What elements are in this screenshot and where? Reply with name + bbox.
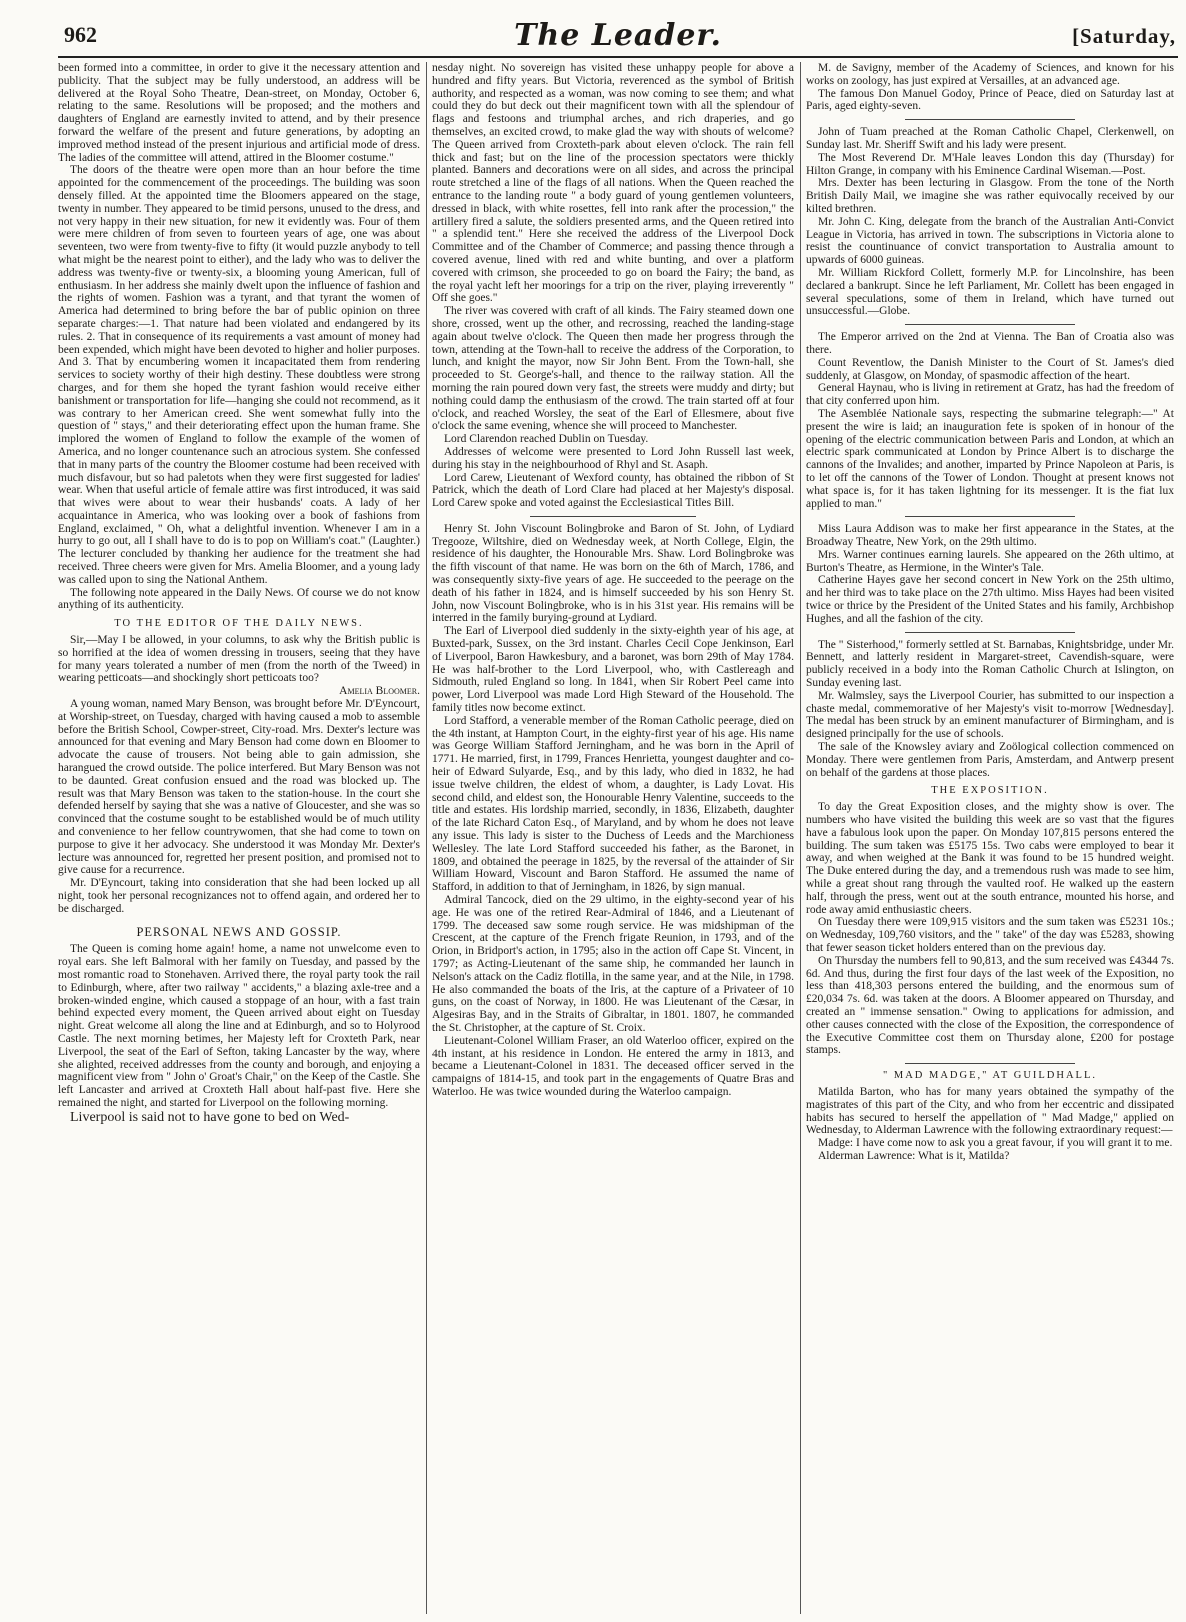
paragraph: Lieutenant-Colonel William Fraser, an old Waterloo officer, expired on the 4th instant, at his residence in London. He entered the army in 1813, and became a Lieutenant-Colonel in 1831. The deceased officer served in the campaigns of 1814-15, and took part in the engagements of Quatre Bras and Waterloo. He was twice wounded during the Waterloo campaign. xyxy=(432,1034,794,1098)
paragraph: Mr. D'Eyncourt, taking into consideration that she had been locked up all night, took her personal recognizances not to offend again, and ordered her to be discharged. xyxy=(58,877,420,915)
paragraph: On Thursday the numbers fell to 90,813, and the sum received was £4344 7s. 6d. And thus, during the first four days of the last week of the Exposition, no less than 418,303 persons entered the building, and the enormous sum of £20,034 7s. 6d. was taken at the doors. A Bloomer appeared on Thursday, and created an " immense sensation." Owing to applications for admission, and other causes connected with the close of the Exposition, the correspondence of the Executive Committee cost them on Thursday alone, £200 for postage stamps. xyxy=(806,954,1174,1057)
section-heading: PERSONAL NEWS AND GOSSIP. xyxy=(136,924,342,939)
paragraph: Lord Stafford, a venerable member of the Roman Catholic peerage, died on the 4th instant, at Hampton Court, in the eighty-first year of his age. His name was George William Stafford Jerningham, and he was born in the April of 1771. He married, first, in 1799, Frances Henrietta, youngest daughter and co-heir of Edward Sulyarde, Esq., and by this lady, who died in 1832, he had issue twelve children, the eldest of whom, a daughter, is Lady Lovat. His second child, and eldest son, the Honourable Henry Valentine, succeeds to the title and estates. His lordship married, secondly, in 1836, Elizabeth, daughter of the late Richard Caton Esq., of Maryland, and by whom he does not leave any issue. This lady is sister to the Duchess of Leeds and the Marchioness Wellesley. The late Lord Stafford succeeded his father, as the Baronet, in 1809, and obtained the peerage in 1825, by the reversal of the attainder of Sir William Howard, Viscount and Baron Stafford. He assumed the name of Stafford, in addition to that of Jerningham, in 1826, by sign manual. xyxy=(432,714,794,894)
paragraph: Admiral Tancock, died on the 29 ultimo, in the eighty-second year of his age. He was one of the retired Rear-Admiral of 1846, and a Lieutenant of 1799. The deceased saw some rough service. He was midshipman of the Crescent, at the capture of the French frigate Reunion, in 1793, and of the Orion, in Bridport's action, in 1795; also in the action off Cape St. Vincent, in 1797; as Acting-Lieutenant of the same ship, he commanded her launch in Nelson's attack on the Cadiz flotilla, in the same year, and at the Nile, in 1798. He also commanded the boats of the Iris, at the capture of a Privateer of 10 guns, on the coast of Norway, in 1800. He was Lieutenant of the Cæsar, in Algesiras Bay, and in the Straits of Gibraltar, in 1801. 1807, he commanded the St. Christopher, at the capture of St. Croix. xyxy=(432,894,794,1034)
letter-heading: TO THE EDITOR OF THE DAILY NEWS. xyxy=(114,618,364,630)
divider xyxy=(905,1063,1074,1064)
paragraph: The famous Don Manuel Godoy, Prince of Peace, died on Saturday last at Paris, aged eighty-seven. xyxy=(806,87,1174,113)
page-number: 962 xyxy=(64,22,97,47)
letter-signature: Amelia Bloomer. xyxy=(339,685,420,698)
paragraph: Mr. John C. King, delegate from the branch of the Australian Anti-Convict League in Victoria, has arrived in town. The subscriptions in Victoria alone to resist the countinuance of convict transportation to Australia amount to upwards of 6000 guineas. xyxy=(806,215,1174,267)
section-heading: " MAD MADGE," AT GUILDHALL. xyxy=(882,1070,1098,1082)
paragraph: Mr. William Rickford Collett, formerly M.P. for Lincolnshire, has been declared a bankrupt. Since he left Parliament, Mr. Collett has been engaged in several speculations, some of them in Ireland, which have turned out unsuccessful.—Globe. xyxy=(806,266,1174,318)
paragraph: Mrs. Dexter has been lecturing in Glasgow. From the tone of the North British Daily Mail, we imagine she was rather equivocally received by our kilted brethren. xyxy=(806,177,1174,215)
paragraph: Miss Laura Addison was to make her first appearance in the States, at the Broadway Theatre, New York, on the 29th ultimo. xyxy=(806,523,1174,549)
letter-body: Sir,—May I be allowed, in your columns, to ask why the British public is so horrified at the idea of women dressing in trousers, seeing that they have for many years tolerated a number of men (from the north of the Tweed) in wearing petticoats—and shockingly short petticoats too? xyxy=(58,634,420,685)
paragraph: The " Sisterhood," formerly settled at St. Barnabas, Knightsbridge, under Mr. Bennett, and latterly resident in Margaret-street, Cavendish-square, were publicly received in a body into the Roman Catholic Church at Islington, on Sunday evening last. xyxy=(806,638,1174,690)
paragraph: On Tuesday there were 109,915 visitors and the sum taken was £5231 10s.; on Wednesday, 109,760 visitors, and the " take" of the day was £5283, showing that fewer season ticket holders entered than on the previous day. xyxy=(806,916,1174,954)
divider xyxy=(905,632,1074,633)
paragraph: The Queen is coming home again! home, a name not unwelcome even to royal ears. She left Balmoral with her family on Tuesday, and passed by the most romantic road to Stonehaven. Arrived there, the royal party took the rail to Edinburgh, where, after two railway " accidents," a blazing axle-tree and a broken-winded engine, which caused a stoppage of an hour, with a fast train behind expected every moment, the Queen arrived about eight on Tuesday night. Great welcome all along the line and at Edinburgh, and so to Holyrood Castle. The next morning betimes, her Majesty left for Croxteth Park, near Liverpool, the seat of the Earl of Sefton, taking Lancaster by the way, where she alighted, received addresses from the county and borough, and enjoying a magnificent view from " John o' Groat's Chair," on the Keep of the Castle. She left Lancaster and arrived at Croxteth Hall about half-past five. Here she remained the night, and started for Liverpool on the following morning. xyxy=(58,943,420,1109)
paragraph: The following note appeared in the Daily News. Of course we do not know anything of its authenticity. xyxy=(58,586,420,612)
paragraph: The Asemblée Nationale says, respecting the submarine telegraph:—" At present the wire is laid; an inauguration fete is spoken of in honour of the opening of the electric communication between Paris and London, at which an electric spark communicated at London by Prince Albert is to discharge the cannons of the Invalides; and another, imparted by Prince Napoleon at Paris, is to let off the cannons of the Tower of London. Thought at present knows not what space is, for it has taken lightning for its messenger. It is the fiat lux applied to man." xyxy=(806,407,1174,510)
newspaper-title: The Leader. xyxy=(514,18,722,53)
paragraph: Catherine Hayes gave her second concert in New York on the 25th ultimo, and her third was to take place on the 27th ultimo. Miss Hayes had been visited twice or thrice by the President of the United States and his family, Archbishop Hughes, and all the fashion of the city. xyxy=(806,574,1174,625)
paragraph: Henry St. John Viscount Bolingbroke and Baron of St. John, of Lydiard Tregooze, Wiltshire, died on Wednesday week, at North College, Elgin, the residence of his daughter, the Honourable Mrs. Shaw. Lord Bolingbroke was the fifth viscount of that name. He was born on the 6th of March, 1786, and was consequently sixty-five years of age. He succeeded to the peerage on the death of his father in 1824, and is himself succeeded by his son Henry St. John, now Viscount Bolingbroke, who is in his 31st year. His remains will be interred in the family burying-ground at Lydiard. xyxy=(432,522,794,625)
paragraph: M. de Savigny, member of the Academy of Sciences, and known for his works on zoology, has just expired at Versailles, at an advanced age. xyxy=(806,62,1174,87)
divider xyxy=(905,324,1074,325)
paragraph: Lord Carew, Lieutenant of Wexford county, has obtained the ribbon of St Patrick, which the death of Lord Clare had placed at her Majesty's disposal. Lord Carew spoke and voted against the Ecclesiastical Titles Bill. xyxy=(432,471,794,510)
paragraph: A young woman, named Mary Benson, was brought before Mr. D'Eyncourt, at Worship-street, on Tuesday, charged with having caused a mob to assemble before the British School, Cowper-street, City-road. Mrs. Dexter's lecture was announced for that evening and Mary Benson had come down en Bloomer to advocate the cause of trousers. Not being able to gain admission, she harangued the crowd outside. The police interfered. But Mary Benson was not to be daunted. Great confusion ensued and the road was blocked up. The result was that Mary Benson was taken to the station-house. In the court she defended herself by saying that she was a native of Gloucester, and she was so convinced that the costume sought to be established would be of much utility and convenience to her fellow countrywomen, that she had come to town on purpose to give it her advocacy. She understood it was Monday Mr. Dexter's lecture was announced for, regretted her present position, and promised not to give cause for a recurrence. xyxy=(58,698,420,877)
paragraph: Alderman Lawrence: What is it, Matilda? xyxy=(818,1149,1010,1162)
paragraph: The Emperor arrived on the 2nd at Vienna. The Ban of Croatia also was there. xyxy=(806,331,1174,356)
paragraph: nesday night. No sovereign has visited these unhappy people for above a hundred and fifty years. But Victoria, reverenced as the symbol of British authority, and respected as a woman, was now coming to see them; and what could they do but deck out their magnificent town with all the splendour of flags and festoons and triumphal arches, and rich draperies, and go themselves, an excited crowd, to make glad the way with shouts of welcome? The Queen arrived from Croxteth-park about eleven o'clock. The rain fell thick and fast; but on the line of the procession spectators were thickly planted. Banners and decorations were on all sides, and across the principal route stretched a line of the flags of all nations. When the Queen reached the entrance to the landing route " a body guard of young gentlemen volunteers, dressed in black, with white rosettes, fell into rank after the procession," the artillery fired a salute, the soldiers presented arms, and the Queen retired into " a splendid tent." Here she received the address of the Liverpool Dock Committee and of the Chamber of Commerce; and passing thence through a covered avenue, lined with red and white bunting, and over a platform covered with crimson, she proceeded to go on board the Fairy; the band, as the royal yacht left her moorings for a trip on the river, playing irreverently " Off she goes." xyxy=(432,62,794,305)
paragraph: Mrs. Warner continues earning laurels. She appeared on the 26th ultimo, at Burton's Theatre, as Hermione, in the Winter's Tale. xyxy=(806,548,1174,574)
paragraph: The doors of the theatre were open more than an hour before the time appointed for the commencement of the proceedings. The building was soon densely filled. At the appointed time the Bloomers appeared on the stage, twenty in number. They appeared to be timid persons, unused to the dress, and not very happy in their new situation, for new it evidently was. Four of them were mere children of from seven to fourteen years of age, one was about seventeen, two were from twenty-five to fifty (it would puzzle anybody to tell what might be the nearest point to either), and the lady who was to deliver the address was twenty-five or twenty-six, a blooming young American, full of enthusiasm. In her address she mainly dwelt upon the influence of fashion and the rights of women. Fashion was a tyrant, and that tyrant the women of America had determined to bring before the bar of public opinion on three separate charges:—1. That nature had been violated and endangered by its rules. 2. That in consequence of its requirements a vast amount of money had been expended, which might have been devoted to higher and holier purposes. And 3. That by encumbering women it incapacitated them from rendering services to society worthy of their high destiny. These doubtless were strong charges, and for them she hoped the tyrant fashion would receive either banishment or transportation for life—hanging she could not recommend, as it was contrary to her American creed. She went somewhat fully into the question of " stays," and their deteriorating effect upon the human frame. She implored the women of England to follow the example of the women of America, and no longer countenance such an atrocious system. She confessed that in many parts of the country the Bloomer costume had been received with much disfavour, but so had paletots when they were first suggested for ladies' wear. When that useful article of female attire was first introduced, it was said that wives were about to wear their husbands' coats. A lady of her acquaintance in America, who was looking over a book of fashions from England, exclaimed, " Oh, what a delightful invention. Whenever I am in a hurry to go out, all I shall have to do is to pop on William's coat." (Laughter.) The lecturer concluded by thanking her audience for the treatment she had received. Three cheers were given for Mrs. Amelia Bloomer, and a young lady was called upon to sing the National Anthem. xyxy=(58,164,420,586)
masthead xyxy=(58,16,1178,58)
divider xyxy=(905,119,1074,120)
paragraph: Addresses of welcome were presented to Lord John Russell last week, during his stay in the neighbourhood of Rhyl and St. Asaph. xyxy=(432,445,794,471)
paragraph: To day the Great Exposition closes, and the mighty show is over. The numbers who have visited the building this week are so vast that the figures have a fabulous look upon the paper. On Monday 107,815 persons entered the building. The sum taken was £5175 15s. Two cabs were employed to bear it away, and when weighed at the Bank it was found to be 15 hundred weight. The Duke entered during the day, and a tremendous rush was made to see him, while a great shout rang through the vaulted roof. He walked up the eastern half, through the press, went out at the south entrance, mounted his horse, and rode away amid enthusiastic cheers. xyxy=(806,801,1174,916)
paragraph: The sale of the Knowsley aviary and Zoölogical collection commenced on Monday. There were gentlemen from Paris, Amsterdam, and Antwerp present on behalf of the gardens at those places. xyxy=(806,741,1174,779)
column-2 xyxy=(432,62,794,1614)
issue-day: [Saturday, xyxy=(1072,24,1176,48)
paragraph: John of Tuam preached at the Roman Catholic Chapel, Clerkenwell, on Sunday last. Mr. Sheriff Swift and his lady were present. xyxy=(806,126,1174,151)
column-rule xyxy=(426,62,427,1614)
paragraph: The river was covered with craft of all kinds. The Fairy steamed down one shore, crossed, went up the other, and recrossing, reached the landing-stage again about twelve o'clock. The Queen then made her progress through the town, attending at the Town-hall to receive the address of the Corporation, to lunch, and knight the mayor, now Sir John Bent. From the Town-hall, she proceeded to St. George's-hall, and thence to the railway station. All the morning the rain poured down very fast, the streets were muddy and dirty; but nothing could damp the enthusiasm of the crowd. The train started off at four o'clock, and reached Worsley, the seat of the Earl of Ellesmere, about five o'clock the same evening, whence she will proceed to Manchester. xyxy=(432,305,794,433)
paragraph: The Earl of Liverpool died suddenly in the sixty-eighth year of his age, at Buxted-park, Sussex, on the 3rd instant. Charles Cecil Cope Jenkinson, Earl of Liverpool, Baron Hawkesbury, and a baronet, was born 29th of May 1784. He was half-brother to the Lord Liverpool, who, with Castlereagh and Sidmouth, ruled England so long. In 1841, when Sir Robert Peel came into power, Lord Liverpool was made Lord High Steward of the Household. The family titles now become extinct. xyxy=(432,625,794,715)
paragraph: Liverpool is said not to have gone to bed on Wed- xyxy=(70,1109,350,1125)
paragraph: Count Reventlow, the Danish Minister to the Court of St. James's died suddenly, at Glasgow, on Monday, of spasmodic affection of the heart. xyxy=(806,356,1174,382)
section-heading: THE EXPOSITION. xyxy=(931,785,1049,797)
paragraph: The Most Reverend Dr. M'Hale leaves London this day (Thursday) for Hilton Grange, in company with his Eminence Cardinal Wiseman.—Post. xyxy=(806,151,1174,177)
divider xyxy=(530,516,697,517)
column-3 xyxy=(806,62,1174,1614)
paragraph: Matilda Barton, who has for many years obtained the sympathy of the magistrates of this part of the City, and who from her eccentric and dissipated habits has secured to herself the appellation of " Mad Madge," applied on Wednesday, to Alderman Lawrence with the following extraordinary request:— xyxy=(806,1085,1174,1137)
column-rule xyxy=(800,62,801,1614)
paragraph: Mr. Walmsley, says the Liverpool Courier, has submitted to our inspection a chaste medal, commemorative of her Majesty's visit to-morrow [Wednesday]. The medal has been struck by an eminent manufacturer of Birmingham, and is designed principally for the use of schools. xyxy=(806,689,1174,741)
paragraph: Madge: I have come now to ask you a great favour, if you will grant it to me. xyxy=(818,1137,1173,1150)
column-1 xyxy=(58,62,420,1614)
paragraph: General Haynau, who is living in retirement at Gratz, has had the freedom of that city conferred upon him. xyxy=(806,382,1174,408)
paragraph: Lord Clarendon reached Dublin on Tuesday. xyxy=(444,433,649,446)
divider xyxy=(905,516,1074,517)
paragraph: been formed into a committee, in order to give it the necessary attention and publicity. That the subject may be fully understood, an address will be delivered at the Royal Soho Theatre, Dean-street, on Monday, October 6, relating to the same. Resolutions will be proposed; and the mothers and daughters of England are earnestly invited to attend, and by their presence forward the welfare of the present and future generations, by adopting an improved method instead of the present injurious and artificial mode of dress. The ladies of the committee will attend, attired in the Bloomer costume." xyxy=(58,62,420,164)
